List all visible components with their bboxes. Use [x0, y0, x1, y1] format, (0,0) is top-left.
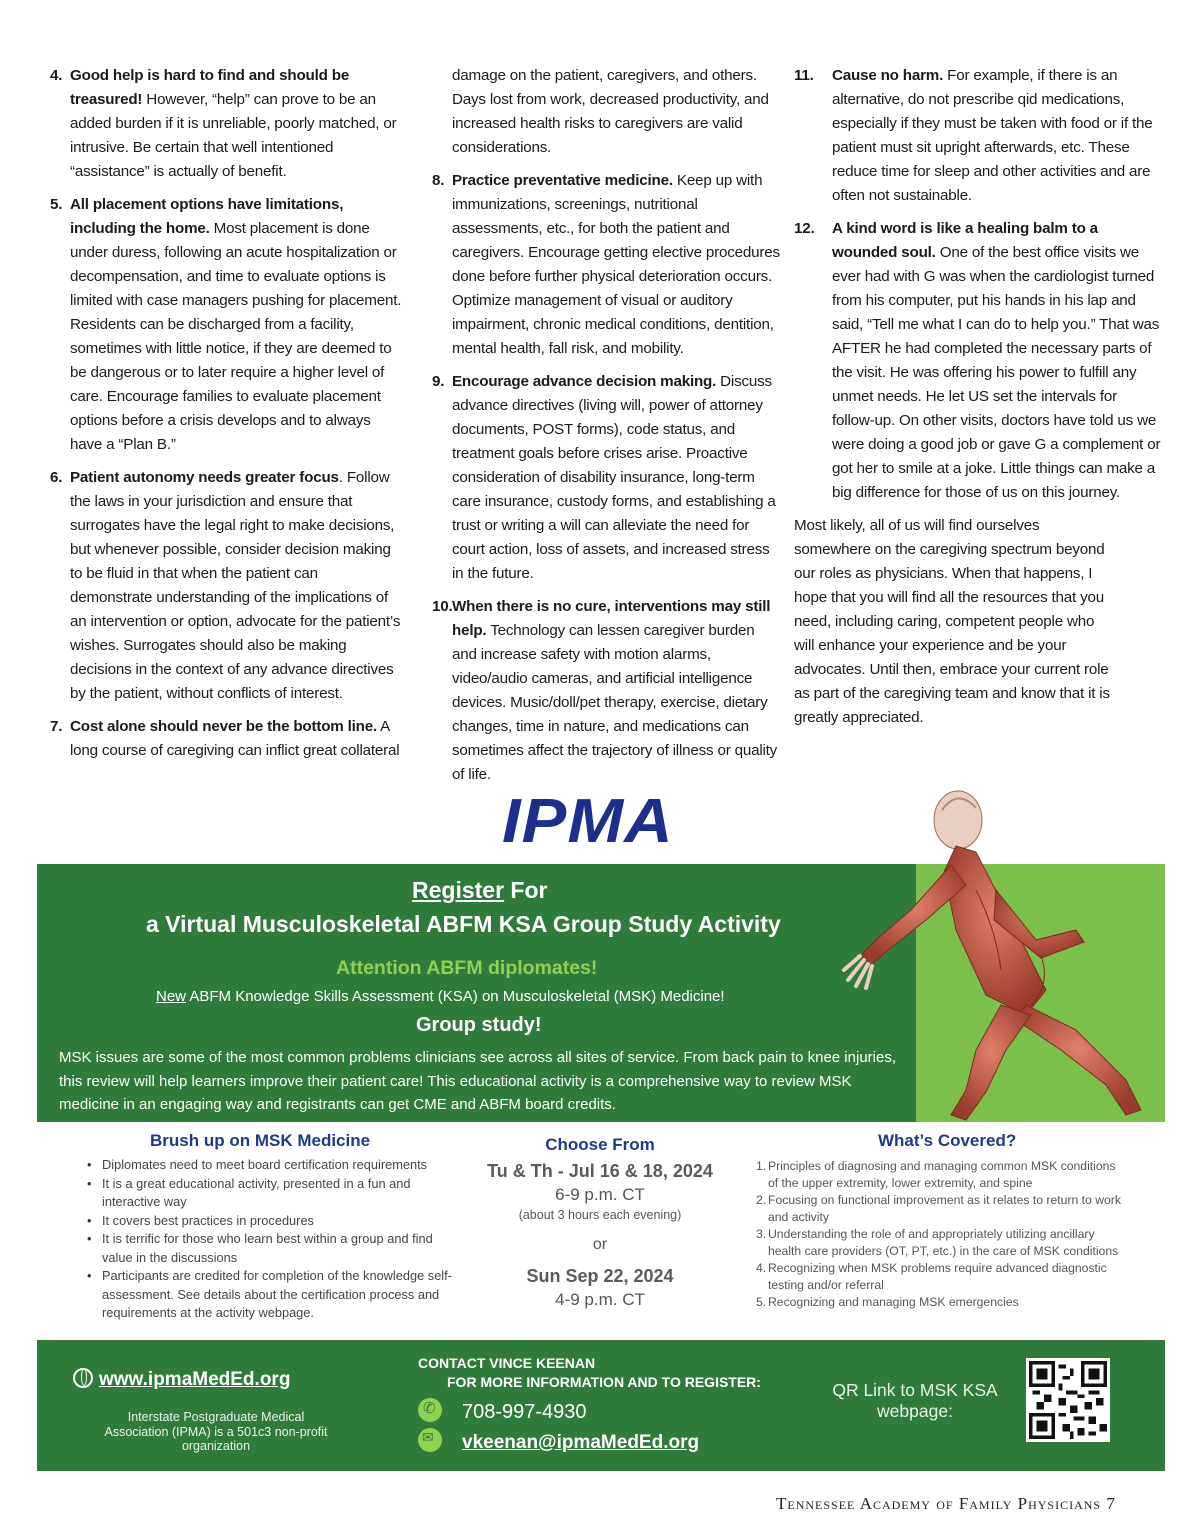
item-lead: Encourage advance decision making.	[452, 373, 717, 390]
list-item	[756, 1226, 1126, 1260]
item-lead: Practice preventative medicine.	[452, 172, 673, 189]
ad-title-register	[412, 877, 548, 904]
choose-from-heading: Choose From	[545, 1135, 655, 1154]
item-body: Keep up with immunizations, screenings, nutritional assessments, etc., for both the patient and caregivers. Encourage getting elective procedures done before further physical deterioration occurs. Optimize management of visual or auditory impairment, chronic medical conditions, dentition, mental health, fall risk, and mobility.	[452, 172, 780, 357]
list-item: • It is terrific for those who learn best within a group and find value in the discussions	[86, 1230, 466, 1267]
item-text: Understanding the role of and appropriately utilizing ancillary health care providers (OT, PT, etc.) in the care of MSK conditions	[768, 1227, 1119, 1258]
ad-attention: Attention ABFM diplomates!	[336, 957, 598, 979]
list-item-8	[432, 169, 782, 361]
list-item-5	[50, 193, 402, 457]
list-item: • Diplomates need to meet board certification requirements	[86, 1156, 466, 1175]
phone-icon	[418, 1398, 442, 1422]
contact-instructions: FOR MORE INFORMATION AND TO REGISTER:	[447, 1374, 761, 1390]
ad-group-study: Group study!	[416, 1014, 542, 1036]
ipma-logo	[500, 787, 696, 860]
list-item: • Participants are credited for completion of the knowledge self-assessment. See details about the certification process and requirements at the activity webpage.	[86, 1267, 466, 1323]
ad-title-activity: a Virtual Musculoskeletal ABFM KSA Group Study Activity	[146, 911, 781, 937]
list-item	[756, 1260, 1126, 1294]
item-number: 5.	[756, 1295, 767, 1309]
new-word: New	[156, 988, 187, 1005]
item-lead: Patient autonomy needs greater focus	[70, 469, 339, 486]
article-column-2	[432, 64, 782, 796]
item-lead: When there is no cure, interventions may still help.	[452, 598, 771, 639]
email-link[interactable]	[418, 1428, 699, 1454]
item-number: 4.	[756, 1261, 767, 1275]
qr-code-graphic	[1029, 1361, 1107, 1439]
item-number: 9.	[432, 373, 445, 390]
brush-up-heading: Brush up on MSK Medicine	[150, 1131, 371, 1150]
session-note-1: (about 3 hours each evening)	[518, 1208, 682, 1222]
phone-number: 708-997-4930	[462, 1401, 587, 1423]
article-column-3	[794, 64, 1162, 730]
item-body: Discuss advance directives (living will, power of attorney documents, POST forms), code status, and treatment goals before crises arise. Proactive consideration of disability insurance, long-term care insurance, custody forms, and establishing a trust or writing a will can alleviate the need for court action, loss of assets, and increased stress in the future.	[452, 373, 776, 582]
website-link[interactable]	[73, 1368, 290, 1391]
item-number: 11.	[794, 67, 814, 84]
ad-description: MSK issues are some of the most common problems clinicians see across all sites of service. From back pain to knee injuries, this review will help learners improve their patient care! This educational activity is a comprehensive way to review MSK medicine in an engaging way and registrants can get CME and ABFM board credits.	[59, 1049, 896, 1113]
list-item-4	[50, 64, 402, 184]
session-time-1: 6-9 p.m. CT	[555, 1185, 645, 1204]
new-rest: ABFM Knowledge Skills Assessment (KSA) on Musculoskeletal (MSK) Medicine!	[186, 988, 725, 1005]
list-item-11	[794, 64, 1162, 208]
list-item	[756, 1192, 1126, 1226]
list-item: • It covers best practices in procedures	[86, 1212, 466, 1231]
whats-covered-list	[756, 1158, 1126, 1311]
list-item-6	[50, 466, 402, 706]
list-item-7	[50, 715, 402, 763]
whats-covered-heading: What’s Covered?	[878, 1131, 1017, 1150]
item-number: 10.	[432, 598, 453, 615]
item-body: A long course of caregiving can inflict great collateral	[70, 718, 400, 759]
item-text: Recognizing and managing MSK emergencies	[768, 1295, 1019, 1309]
item-text: Principles of diagnosing and managing common MSK conditions of the upper extremity, lower extremity, and spine	[768, 1159, 1116, 1190]
session-date-1: Tu & Th - Jul 16 & 18, 2024	[487, 1161, 713, 1181]
brush-up-list	[86, 1156, 466, 1323]
item-number: 8.	[432, 172, 445, 189]
item-body: One of the best office visits we ever had with G was when the cardiologist turned from his computer, put his hands in his lap and said, “Tell me what I can do to help you.” That was AFTER he had completed the necessary parts of the visit. He was offering his power to fulfill any unmet needs. He let US set the intervals for follow-up. On other visits, doctors have told us we were doing a good job or gave G a complement or got her to smile at a joke. Little things can make a big difference for those of us on this journey.	[832, 244, 1161, 501]
item-body: For example, if there is an alternative, do not prescribe qid medications, especially if they must be taken with food or if the patient must sit upright afterwards, etc. These reduce time for sleep and other activities and are often not sustainable.	[832, 67, 1153, 204]
item-body: . Follow the laws in your jurisdiction and ensure that surrogates have the legal right to make decisions, but whenever possible, consider decision making to be fluid in that when the patient can demonstrate understanding of the implications of an intervention or option, advocate for the patient’s wishes. Surrogates should also be making decisions in the context of any advance directives by the patient, without conflicts of interest.	[70, 469, 401, 702]
item-lead: Cause no harm.	[832, 67, 944, 84]
item-number: 12.	[794, 220, 815, 237]
session-date-2: Sun Sep 22, 2024	[526, 1266, 674, 1286]
item-number: 4.	[50, 67, 63, 84]
qr-label: QR Link to MSK KSA webpage:	[832, 1380, 998, 1421]
list-item: • It is a great educational activity, presented in a fun and interactive way	[86, 1175, 466, 1212]
phone-link[interactable]	[418, 1398, 587, 1424]
item-text: Recognizing when MSK problems require advanced diagnostic testing and/or referral	[768, 1261, 1107, 1292]
item-lead: Good help is hard to find and should be treasured!	[70, 67, 350, 108]
organization-note: Interstate Postgraduate Medical Association (IPMA) is a 501c3 non-profit organization	[104, 1410, 328, 1453]
logo-wordmark: IPMA	[502, 787, 674, 856]
item-number: 3.	[756, 1227, 767, 1241]
list-item-12	[794, 217, 1162, 505]
email-address: vkeenan@ipmaMedEd.org	[462, 1432, 700, 1453]
item-body: Technology can lessen caregiver burden and increase safety with motion alarms, video/audio cameras, and artificial intelligence devices. Music/doll/pet therapy, exercise, dietary changes, time in nature, and medications can sometimes affect the trajectory of illness or quality of life.	[452, 622, 778, 783]
session-time-2: 4-9 p.m. CT	[555, 1290, 645, 1309]
choose-from-section	[470, 1135, 730, 1310]
globe-icon	[73, 1368, 93, 1388]
item-number: 2.	[756, 1193, 767, 1207]
item-number: 7.	[50, 718, 63, 735]
website-text: www.ipmaMedEd.org	[99, 1369, 291, 1390]
list-item	[756, 1294, 1126, 1311]
item-body: However, “help” can prove to be an added burden if it is unreliable, poorly matched, or intrusive. Be certain that well intentioned “assistance” is actually of benefit.	[70, 91, 397, 180]
email-icon	[418, 1428, 442, 1452]
closing-paragraph: Most likely, all of us will find ourselves somewhere on the caregiving spectrum beyond our roles as physicians. When that happens, I hope that you will find all the resources that you need, including caring, competent people who will enhance your experience and be your advocates. Until then, embrace your current role as part of the caregiving team and know that it is greatly appreciated.	[794, 517, 1110, 726]
contact-name: CONTACT VINCE KEENAN	[418, 1355, 596, 1371]
item-number: 6.	[50, 469, 63, 486]
page-footer: Tennessee Academy of Family Physicians 7	[776, 1494, 1116, 1513]
list-item-7-continued: damage on the patient, caregivers, and others. Days lost from work, decreased productivity, and increased health risks to caregivers are valid considerations.	[452, 67, 769, 156]
list-item-10	[432, 595, 782, 787]
list-item	[756, 1158, 1126, 1192]
item-lead: Cost alone should never be the bottom line.	[70, 718, 377, 735]
ad-new-line	[156, 988, 725, 1005]
item-text: Focusing on functional improvement as it relates to return to work and activity	[768, 1193, 1121, 1224]
for-word: For	[504, 877, 548, 903]
item-lead: A kind word is like a healing balm to a wounded soul.	[832, 220, 1098, 261]
ipma-advertisement	[0, 780, 1200, 1480]
qr-code-icon[interactable]	[1026, 1358, 1110, 1442]
item-lead: All placement options have limitations, including the home.	[70, 196, 344, 237]
item-number: 1.	[756, 1159, 767, 1173]
article-column-1	[50, 64, 402, 772]
list-item-9	[432, 370, 782, 586]
item-number: 5.	[50, 196, 63, 213]
item-body: Most placement is done under duress, following an acute hospitalization or decompensation, and time to evaluate options is limited with case managers pushing for placement. Residents can be discharged from a facility, sometimes with little notice, if they are deemed to be dangerous or to later require a higher level of care. Encourage families to evaluate placement options before a crisis develops and to always have a “Plan B.”	[70, 220, 402, 453]
or-divider: or	[592, 1236, 608, 1253]
register-word: Register	[412, 877, 505, 903]
